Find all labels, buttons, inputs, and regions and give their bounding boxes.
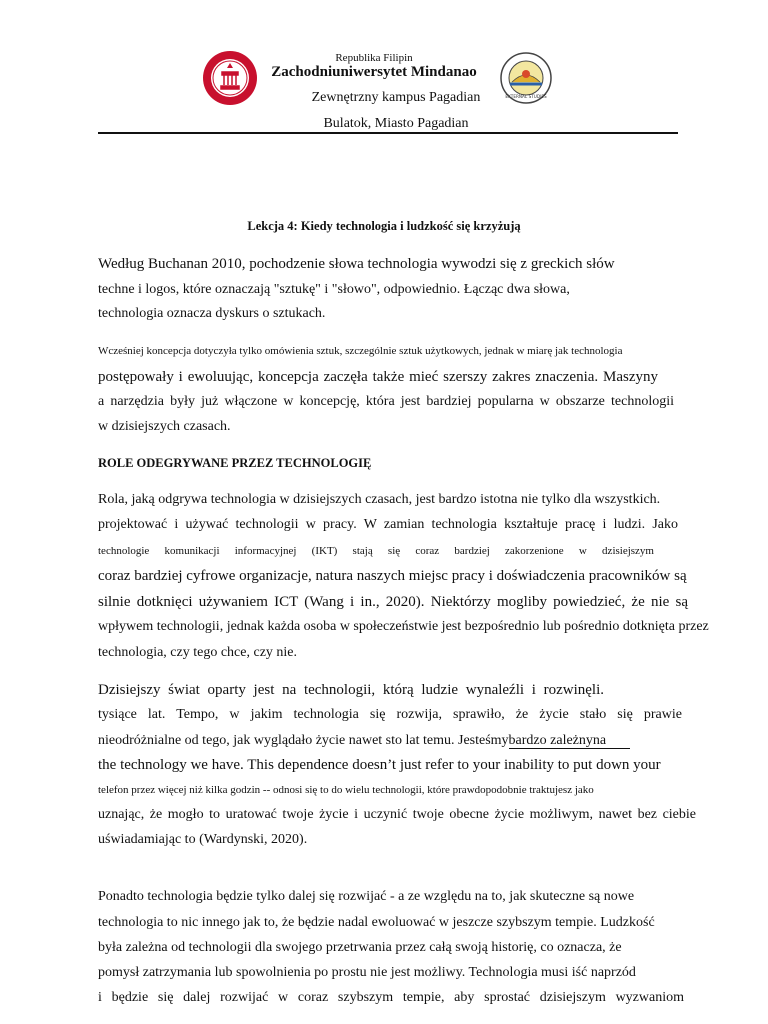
para3-line-6: wpływem technologii, jednak każda osoba w społeczeństwie jest bezpośrednio lub pośrednio dotknięta przez <box>98 619 709 634</box>
para5-line-5: i będzie się dalej rozwijać w coraz szybszym tempie, aby sprostać dzisiejszym wyzwaniom <box>98 990 684 1005</box>
university-name: Zachodniuniwersytet Mindanao <box>271 64 477 80</box>
para3-line-2: projektować i używać technologii w pracy. W zamian technologia kształtuje pracę i ludzi. Jako <box>98 517 678 532</box>
country-label: Republika Filipin <box>335 52 413 64</box>
para2-line-1: Wcześniej koncepcja dotyczyła tylko omówienia sztuk, szczególnie sztuk użytkowych, jednak w miarę jak technologia <box>98 345 623 357</box>
header-divider <box>98 132 678 134</box>
para3-line-3: technologie komunikacji informacyjnej (IKT) stają się coraz bardziej zakorzenione w dzisiejszym <box>98 545 654 557</box>
para5-line-4: pomysł zatrzymania lub spowolnienia po prostu nie jest możliwy. Technologia musi iść naprzód <box>98 965 636 980</box>
para4-line-2: tysiące lat. Tempo, w jakim technologia się rozwija, sprawiło, że życie stało się prawie <box>98 707 682 722</box>
para1-line-2: techne i logos, które oznaczają "sztukę" i "słowo", odpowiednio. Łącząc dwa słowa, <box>98 282 570 297</box>
para3-line-5: silnie dotknięci używaniem ICT (Wang i in., 2020). Niektórzy mogliby powiedzieć, że nie są <box>98 594 688 610</box>
para4-line-7: uświadamiając to (Wardynski, 2020). <box>98 832 308 847</box>
section-heading: ROLE ODEGRYWANE PRZEZ TECHNOLOGIĘ <box>98 456 372 470</box>
para3-line-1: Rola, jaką odgrywa technologia w dzisiejszych czasach, jest bardzo istotna nie tylko dla wszystkich. <box>98 492 661 507</box>
para4-line-5: telefon przez więcej niż kilka godzin -- odnosi się to do wielu technologii, które prawdopodobnie traktujesz jako <box>98 784 594 796</box>
para5-line-2: technologia to nic innego jak to, że będzie nadal ewoluować w jeszcze szybszym tempie. Ludzkość <box>98 915 655 930</box>
para2-line-3: a narzędzia były już włączone w koncepcję, która jest bardziej popularna w obszarze technologii <box>98 394 674 409</box>
para5-line-3: była zależna od technologii dla swojego przetrwania przez całą swoją historię, co oznacza, że <box>98 940 622 955</box>
para5-line-1: Ponadto technologia będzie tylko dalej się rozwijać - a ze względu na to, jak skuteczne są nowe <box>98 889 635 904</box>
para4-line-6: uznając, że mogło to uratować twoje życie i uczynić twoje obecne życie możliwym, nawet bez ciebie <box>98 807 696 822</box>
para3-line-4: coraz bardziej cyfrowe organizacje, natura naszych miejsc pracy i doświadczenia pracowników są <box>98 568 687 584</box>
underlined-phrase: bardzo zależnyna <box>509 733 631 749</box>
para1-line-3: technologia oznacza dyskurs o sztukach. <box>98 306 326 321</box>
seal-text: EXTERNAL STUDIES <box>505 94 547 99</box>
para4-line-4: the technology we have. This dependence doesn’t just refer to your inability to put down your <box>98 757 661 773</box>
para2-line-4: w dzisiejszych czasach. <box>98 419 231 434</box>
para3-line-7: technologia, czy tego chce, czy nie. <box>98 645 298 660</box>
city-name: Bulatok, Miasto Pagadian <box>323 116 469 131</box>
para1-line-1: Według Buchanan 2010, pochodzenie słowa technologia wywodzi się z greckich słów <box>98 256 615 272</box>
para4-line-1: Dzisiejszy świat oparty jest na technologii, którą ludzie wynaleźli i rozwinęli. <box>98 682 604 698</box>
para4-line-3-text: nieodróżnialne od tego, jak wyglądało życie nawet sto lat temu. Jesteśmy <box>98 733 509 748</box>
para2-line-2: postępowały i ewoluując, koncepcja zaczęła także mieć szerszy zakres znaczenia. Maszyny <box>98 369 658 385</box>
para4-line-3 <box>98 733 630 749</box>
campus-name: Zewnętrzny kampus Pagadian <box>311 90 481 105</box>
lesson-title: Lekcja 4: Kiedy technologia i ludzkość się krzyżują <box>247 219 521 233</box>
